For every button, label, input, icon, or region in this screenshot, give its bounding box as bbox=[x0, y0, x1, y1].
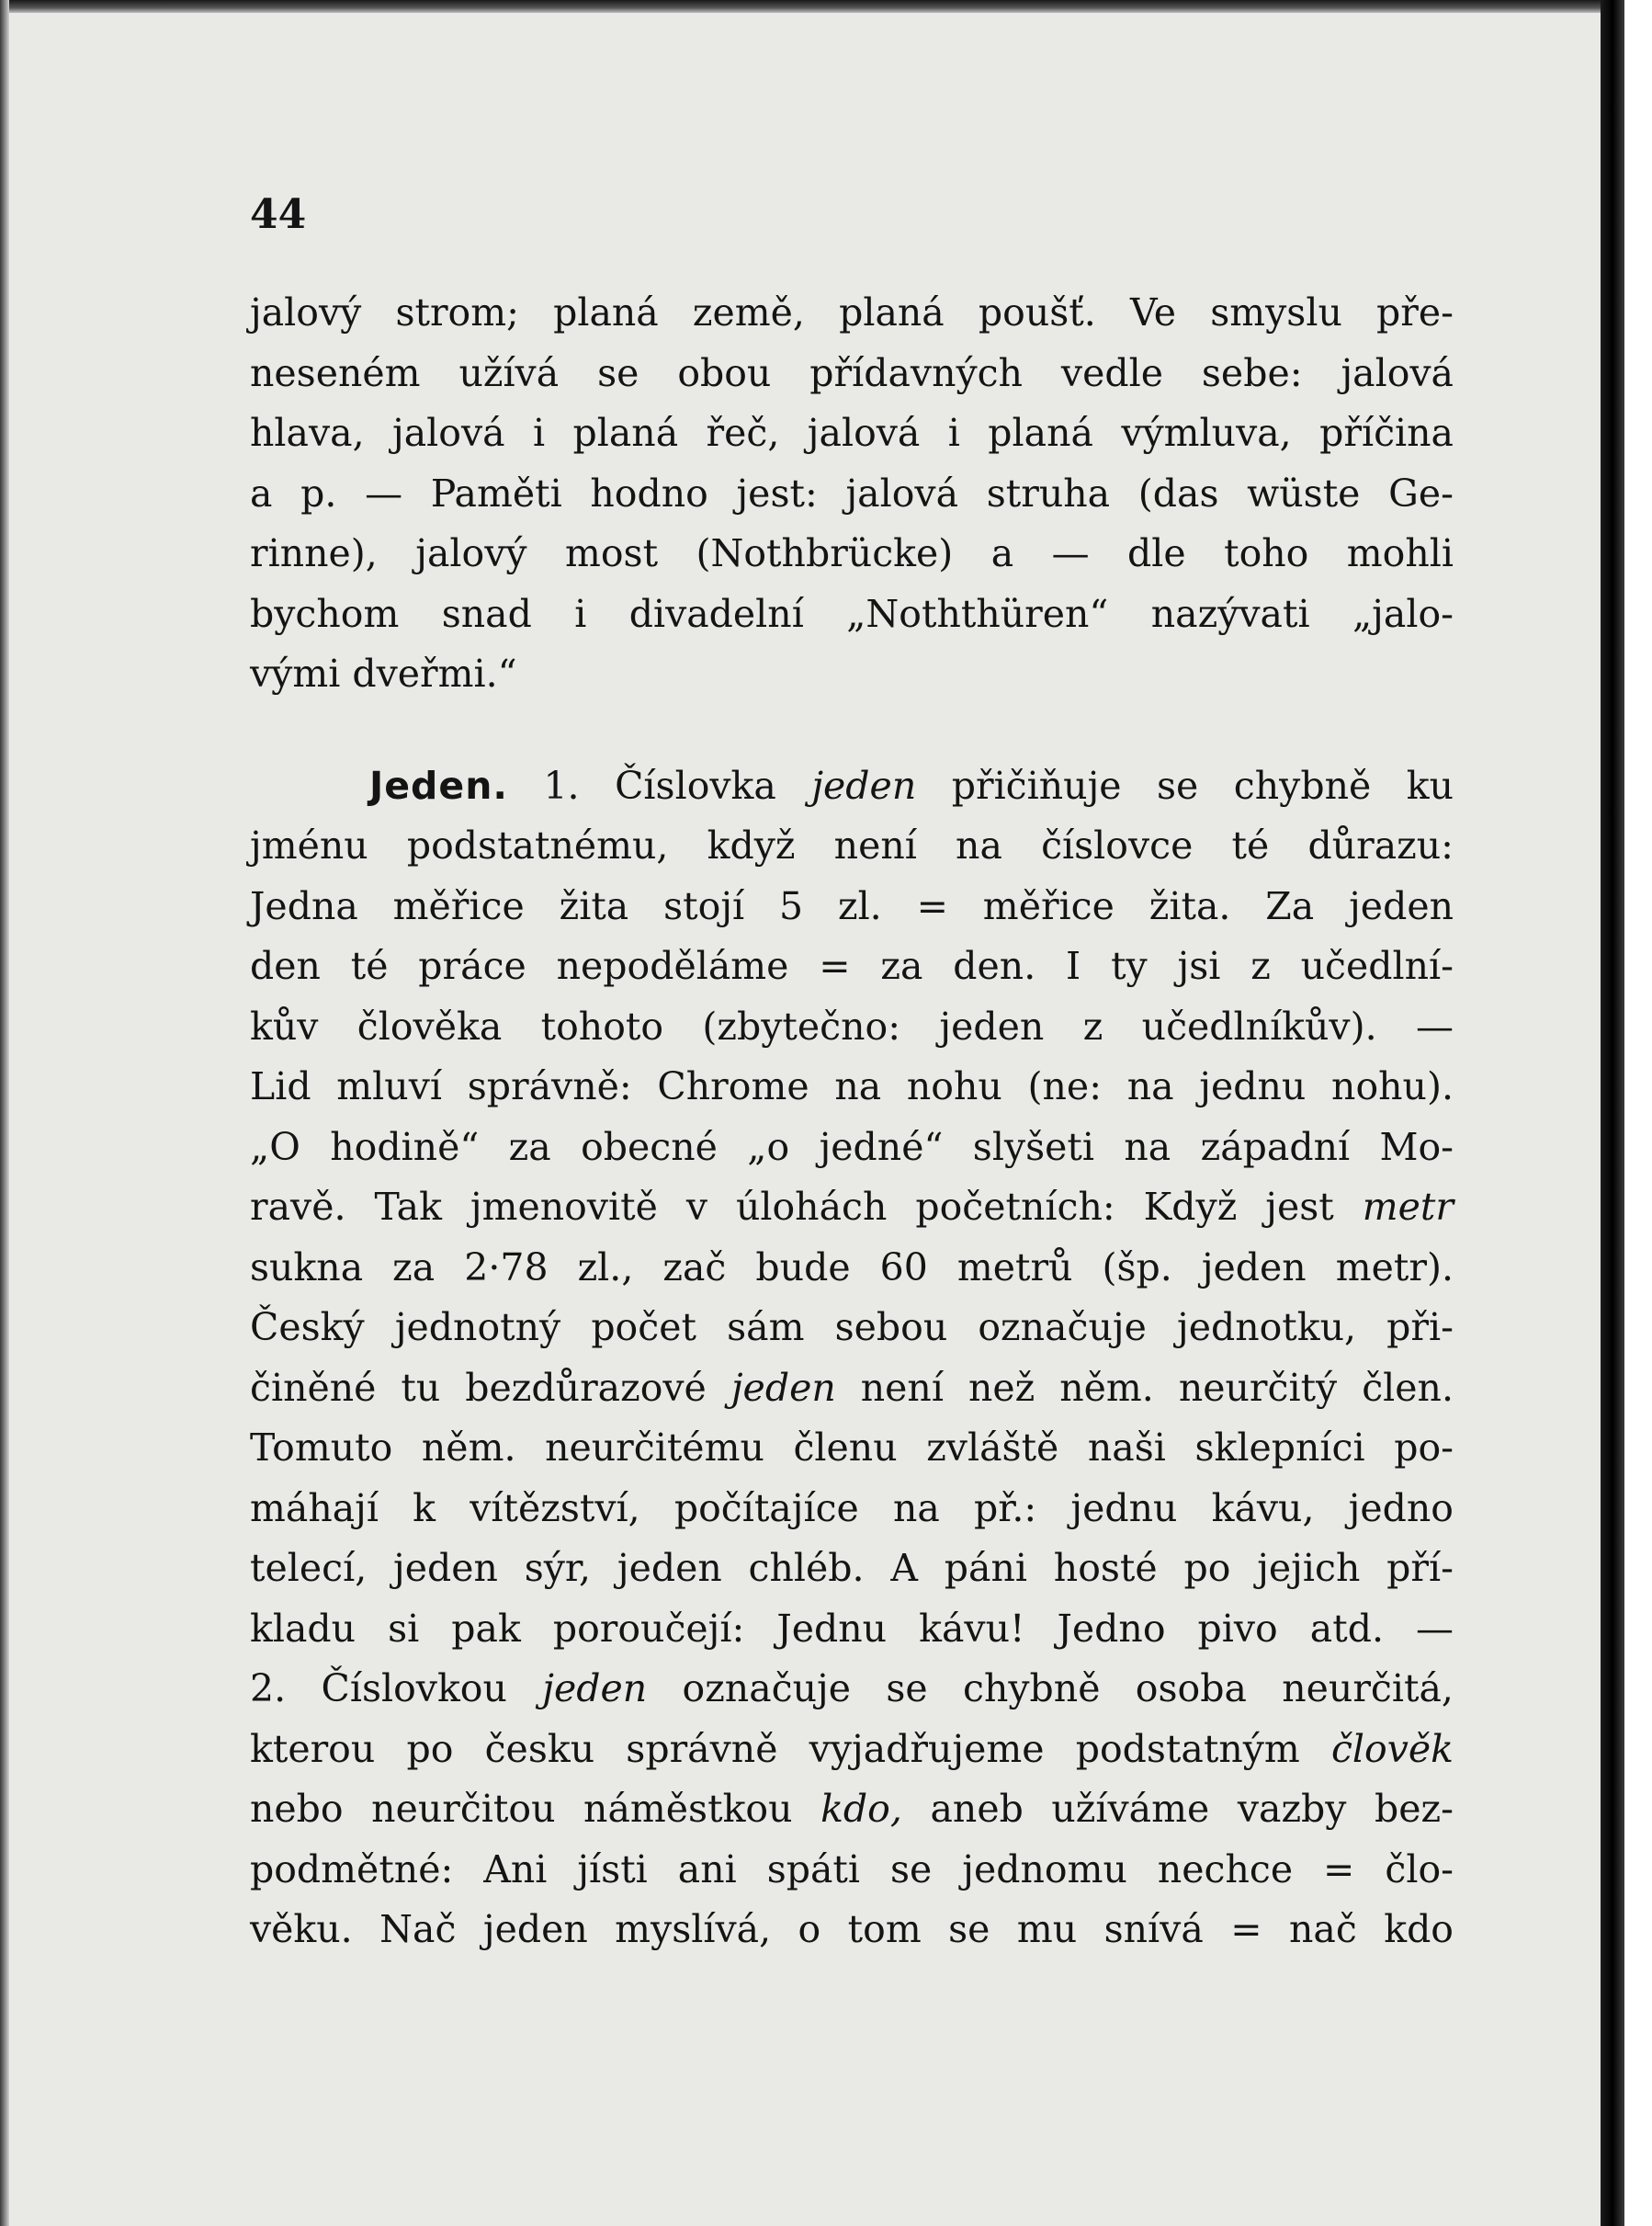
text-line: jalový strom; planá země, planá poušť. Ve smyslu pře- bbox=[250, 290, 1454, 335]
text-segment: činěné tu bezdůrazové bbox=[250, 1365, 707, 1410]
entry-headword: Jeden. bbox=[369, 763, 508, 808]
body-text bbox=[250, 283, 1454, 1960]
scan-right-margin bbox=[1624, 0, 1652, 2226]
text-line: „O hodině“ za obecné „o jedné“ slyšeti na západní Mo- bbox=[250, 1124, 1454, 1169]
text-line: a p. — Paměti hodno jest: jalová struha (das wüste Ge- bbox=[250, 471, 1454, 516]
text-line: bychom snad i divadelní „Noththüren“ nazývati „jalo- bbox=[250, 591, 1454, 636]
text-line: sukna za 2·78 zl., zač bude 60 metrů (šp. jeden metr). bbox=[250, 1244, 1454, 1289]
italic-term: kdo, bbox=[820, 1787, 902, 1831]
text-line: den té práce nepoděláme = za den. I ty jsi z učedlní- bbox=[250, 944, 1454, 988]
text-line: kův člověka tohoto (zbytečno: jeden z učedlníkův). — bbox=[250, 1004, 1454, 1049]
scan-left-edge bbox=[0, 0, 9, 2226]
text-segment: kterou po česku správně vyjadřujeme podstatným bbox=[250, 1726, 1300, 1771]
text-line: Jedna měřice žita stojí 5 zl. = měřice žita. Za jeden bbox=[250, 883, 1454, 928]
text-line bbox=[250, 1779, 1454, 1840]
text-line: jménu podstatnému, když není na číslovce té důrazu: bbox=[250, 823, 1454, 868]
italic-term: metr bbox=[1362, 1185, 1454, 1229]
text-segment: nebo neurčitou náměstkou bbox=[250, 1787, 793, 1831]
italic-term: člověk bbox=[1330, 1726, 1454, 1771]
text-line: Tomuto něm. neurčitému členu zvláště naši sklepníci po- bbox=[250, 1425, 1454, 1470]
text-segment: 2. Číslovkou bbox=[250, 1666, 507, 1710]
text-line: podmětné: Ani jísti ani spáti se jednomu nechce = člo- bbox=[250, 1846, 1454, 1891]
text-segment: aneb užíváme vazby bez- bbox=[930, 1787, 1454, 1831]
italic-term: jeden bbox=[811, 763, 917, 808]
text-segment: označuje se chybně osoba neurčitá, bbox=[682, 1666, 1454, 1710]
text-line bbox=[250, 1358, 1454, 1419]
text-line: kladu si pak poroučejí: Jednu kávu! Jedno pivo atd. — bbox=[250, 1606, 1454, 1651]
text-line: věku. Nač jeden myslívá, o tom se mu snívá = nač kdo bbox=[250, 1907, 1454, 1951]
text-line: telecí, jeden sýr, jeden chléb. A páni hosté po jejich pří- bbox=[250, 1546, 1454, 1590]
text-line: rinne), jalový most (Nothbrücke) a — dle toho mohli bbox=[250, 531, 1454, 575]
text-line: Český jednotný počet sám sebou označuje jednotku, při- bbox=[250, 1305, 1454, 1349]
text-segment: ravě. Tak jmenovitě v úlohách početních: Když jest bbox=[250, 1185, 1334, 1229]
text-line: Lid mluví správně: Chrome na nohu (ne: na jednu nohu). bbox=[250, 1064, 1454, 1108]
text-line bbox=[250, 1720, 1454, 1780]
text-line: neseném užívá se obou přídavných vedle sebe: jalová bbox=[250, 350, 1454, 395]
page-number: 44 bbox=[250, 191, 307, 238]
text-segment: 1. Číslovka bbox=[543, 763, 776, 808]
italic-term: jeden bbox=[542, 1666, 648, 1710]
text-segment: není než něm. neurčitý člen. bbox=[860, 1365, 1454, 1410]
text-line: hlava, jalová i planá řeč, jalová i planá výmluva, příčina bbox=[250, 411, 1454, 455]
text-line bbox=[250, 1659, 1454, 1720]
text-segment: přičiňuje se chybně ku bbox=[951, 763, 1454, 808]
book-binding-edge bbox=[1601, 0, 1624, 2226]
text-line: vými dveřmi.“ bbox=[250, 652, 517, 696]
entry-first-line bbox=[250, 756, 1454, 817]
scan-top-edge bbox=[0, 0, 1652, 13]
italic-term: jeden bbox=[730, 1365, 836, 1410]
text-line: máhají k vítězství, počítajíce na př.: jednu kávu, jedno bbox=[250, 1485, 1454, 1530]
text-line bbox=[250, 1177, 1454, 1238]
